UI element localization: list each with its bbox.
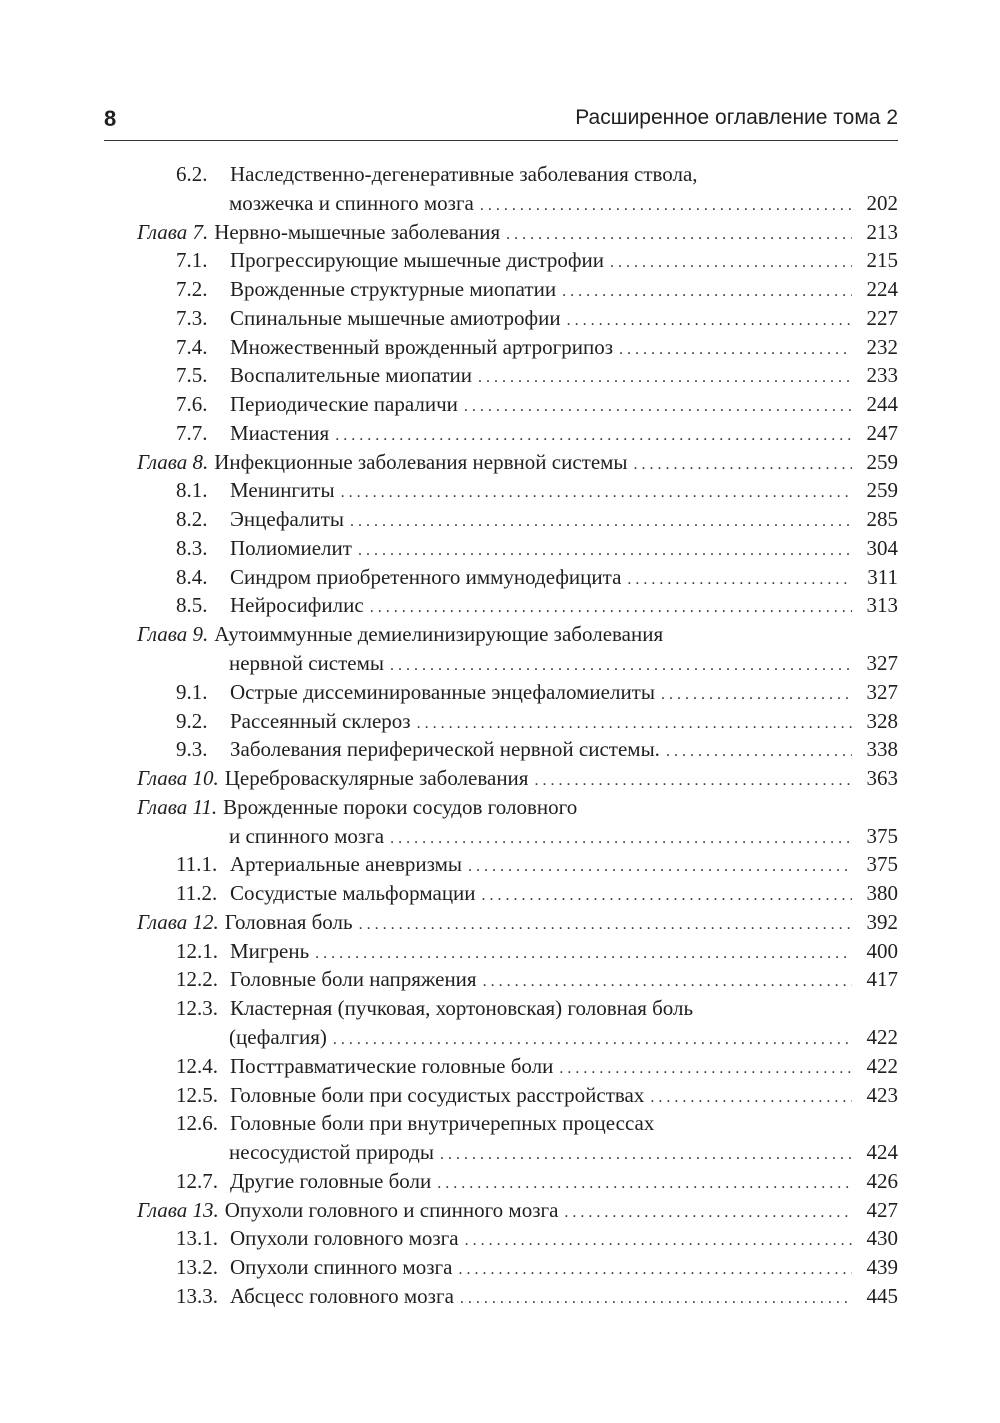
toc-page-number: 422	[866, 1024, 898, 1049]
toc-dot-leader	[341, 479, 852, 508]
toc-entry-label: Головные боли при сосудистых расстройствах	[230, 1082, 645, 1107]
toc-dot-leader	[359, 911, 852, 940]
toc-dot-leader	[564, 1199, 852, 1228]
toc-chapter-prefix: Глава 8.	[137, 449, 209, 474]
toc-dot-leader	[619, 336, 852, 365]
toc-chapter-entry[interactable]	[0, 1196, 1000, 1225]
toc-section-entry[interactable]	[0, 505, 1000, 534]
toc-entry-label: Врожденные структурные миопатии	[230, 277, 557, 302]
toc-section-number: 7.3.	[176, 305, 208, 330]
toc-section-number: 9.2.	[176, 708, 208, 733]
toc-entry-label: Нервно-мышечные заболевания	[214, 219, 501, 244]
toc-entry-label: Головные боли напряжения	[230, 967, 477, 992]
running-title: Расширенное оглавление тома 2	[575, 106, 898, 129]
toc-dot-leader	[333, 1026, 852, 1055]
toc-section-number: 6.2.	[176, 162, 208, 186]
toc-entry-label: Полиомиелит	[230, 535, 352, 560]
toc-page-number: 227	[866, 305, 898, 330]
toc-page-number: 259	[866, 449, 898, 474]
toc-entry-label: мозжечка и спинного мозга	[229, 190, 474, 215]
toc-section-number: 7.5.	[176, 363, 208, 388]
toc-entry-label: Опухоли головного и спинного мозга	[224, 1197, 559, 1222]
toc-section-entry[interactable]	[0, 1167, 1000, 1196]
toc-dot-leader	[666, 738, 852, 767]
toc-section-number: 7.2.	[176, 277, 208, 302]
page-header	[104, 98, 898, 138]
toc-chapter-entry[interactable]	[0, 448, 1000, 477]
toc-section-entry[interactable]	[0, 563, 1000, 592]
toc-page-number: 439	[866, 1255, 898, 1280]
toc-dot-leader	[315, 940, 852, 969]
toc-page-number: 430	[866, 1226, 898, 1251]
toc-page-number: 327	[866, 651, 898, 676]
toc-dot-leader	[350, 508, 852, 537]
toc-entry-label: Миастения	[230, 420, 330, 445]
toc-dot-leader	[390, 652, 852, 681]
toc-dot-leader	[482, 882, 852, 911]
toc-entry-continuation[interactable]	[0, 649, 1000, 678]
toc-entry-label: Множественный врожденный артрогрипоз	[230, 334, 613, 359]
toc-chapter-entry[interactable]	[0, 764, 1000, 793]
toc-page-number: 427	[866, 1197, 898, 1222]
toc-page-number: 400	[866, 938, 898, 963]
toc-page-number: 247	[866, 420, 898, 445]
toc-entry-label: Головная боль	[224, 909, 353, 934]
toc-dot-leader	[480, 192, 852, 221]
toc-entry-label: Прогрессирующие мышечные дистрофии	[230, 248, 605, 273]
toc-section-entry[interactable]	[0, 965, 1000, 994]
toc-page-number: 380	[866, 881, 898, 906]
toc-chapter-entry[interactable]	[0, 620, 1000, 649]
toc-section-entry[interactable]	[0, 1253, 1000, 1282]
toc-dot-leader	[390, 825, 852, 854]
toc-page-number: 422	[866, 1053, 898, 1078]
toc-section-number: 8.3.	[176, 535, 208, 560]
toc-entry-label: Синдром приобретенного иммунодефицита	[230, 564, 622, 589]
toc-section-entry[interactable]	[0, 333, 1000, 362]
toc-chapter-prefix: Глава 11.	[137, 794, 218, 819]
toc-section-number: 12.3.	[176, 996, 218, 1021]
toc-entry-label: Энцефалиты	[230, 507, 345, 532]
toc-dot-leader	[634, 451, 852, 480]
toc-page-number: 259	[866, 478, 898, 503]
toc-dot-leader	[567, 307, 852, 336]
toc-dot-leader	[534, 767, 852, 796]
toc-section-entry[interactable]	[0, 850, 1000, 879]
toc-section-number: 12.4.	[176, 1053, 218, 1078]
toc-section-entry[interactable]	[0, 1052, 1000, 1081]
toc-page-number: 327	[866, 679, 898, 704]
toc-section-entry[interactable]	[0, 390, 1000, 419]
toc-dot-leader	[370, 594, 852, 623]
toc-section-number: 8.5.	[176, 593, 208, 618]
toc-section-entry[interactable]	[0, 879, 1000, 908]
toc-section-entry[interactable]	[0, 994, 1000, 1023]
toc-section-entry[interactable]	[0, 1282, 1000, 1311]
toc-entry-label: Воспалительные миопатии	[230, 363, 472, 388]
toc-section-number: 13.2.	[176, 1255, 218, 1280]
toc-section-number: 9.1.	[176, 679, 208, 704]
toc-page-number: 426	[866, 1168, 898, 1193]
toc-entry-label: Периодические параличи	[230, 392, 458, 417]
toc-page-number: 417	[866, 967, 898, 992]
toc-section-entry[interactable]	[0, 937, 1000, 966]
toc-section-entry[interactable]	[0, 534, 1000, 563]
toc-dot-leader	[468, 853, 852, 882]
toc-entry-label: Цереброваскулярные заболевания	[224, 766, 529, 791]
toc-page-number: 375	[866, 823, 898, 848]
toc-entry-label: нервной системы	[229, 651, 384, 676]
toc-page-number: 213	[866, 219, 898, 244]
toc-page-number: 338	[866, 737, 898, 762]
toc-section-number: 7.4.	[176, 334, 208, 359]
toc-page-number: 202	[866, 190, 898, 215]
toc-section-entry[interactable]	[0, 275, 1000, 304]
toc-section-entry[interactable]	[0, 476, 1000, 505]
toc-chapter-prefix: Глава 7.	[137, 219, 209, 244]
toc-entry-label: Головные боли при внутричерепных процессах	[230, 1111, 655, 1136]
toc-dot-leader	[562, 278, 852, 307]
toc-entry-label: Рассеянный склероз	[230, 708, 411, 733]
toc-section-entry[interactable]	[0, 1224, 1000, 1253]
toc-entry-continuation[interactable]	[0, 1023, 1000, 1052]
toc-entry-label: Спинальные мышечные амиотрофии	[230, 305, 561, 330]
toc-entry-continuation[interactable]	[0, 822, 1000, 851]
toc-section-entry[interactable]	[0, 160, 1000, 189]
toc-entry-label: Нейросифилис	[230, 593, 364, 618]
toc-section-number: 11.2.	[176, 881, 218, 906]
toc-page-number: 215	[866, 248, 898, 273]
toc-section-entry[interactable]	[0, 735, 1000, 764]
toc-entry-label: Заболевания периферической нервной системы.	[230, 737, 660, 762]
toc-section-number: 13.1.	[176, 1226, 218, 1251]
toc-dot-leader	[417, 710, 852, 739]
toc-page-number: 328	[866, 708, 898, 733]
toc-dot-leader	[464, 393, 852, 422]
toc-dot-leader	[358, 537, 852, 566]
toc-entry-label: Посттравматические головные боли	[230, 1053, 554, 1078]
toc-section-entry[interactable]	[0, 246, 1000, 275]
toc-section-number: 12.6.	[176, 1111, 218, 1136]
toc-section-number: 12.5.	[176, 1082, 218, 1107]
toc-dot-leader	[627, 566, 852, 595]
toc-page-number: 304	[866, 535, 898, 560]
toc-page-number: 244	[866, 392, 898, 417]
toc-section-number: 12.1.	[176, 938, 218, 963]
toc-page-number: 423	[866, 1082, 898, 1107]
toc-dot-leader	[440, 1141, 852, 1170]
toc-page-number: 392	[866, 909, 898, 934]
toc-dot-leader	[465, 1227, 852, 1256]
page-number: 8	[104, 106, 117, 131]
toc-dot-leader	[437, 1170, 852, 1199]
toc-section-number: 8.4.	[176, 564, 208, 589]
table-of-contents	[0, 160, 1000, 1311]
header-divider	[104, 140, 898, 141]
toc-entry-label: Опухоли спинного мозга	[230, 1255, 453, 1280]
toc-entry-label: Менингиты	[230, 478, 335, 503]
toc-section-number: 7.7.	[176, 420, 208, 445]
toc-section-number: 12.2.	[176, 967, 218, 992]
toc-dot-leader	[559, 1055, 852, 1084]
toc-page-number: 233	[866, 363, 898, 388]
toc-section-entry[interactable]	[0, 1109, 1000, 1138]
toc-chapter-entry[interactable]	[0, 908, 1000, 937]
toc-section-number: 13.3.	[176, 1283, 218, 1308]
toc-chapter-prefix: Глава 12.	[137, 909, 219, 934]
toc-page-number: 224	[866, 277, 898, 302]
toc-dot-leader	[506, 221, 852, 250]
toc-chapter-prefix: Глава 10.	[137, 766, 219, 791]
toc-dot-leader	[460, 1285, 852, 1314]
toc-dot-leader	[335, 422, 852, 451]
toc-section-number: 7.6.	[176, 392, 208, 417]
toc-section-entry[interactable]	[0, 678, 1000, 707]
toc-section-number: 7.1.	[176, 248, 208, 273]
toc-entry-continuation[interactable]	[0, 189, 1000, 218]
toc-section-number: 12.7.	[176, 1168, 218, 1193]
toc-chapter-prefix: Глава 13.	[137, 1197, 219, 1222]
toc-dot-leader	[483, 968, 852, 997]
toc-page-number: 285	[866, 507, 898, 532]
toc-page-number: 424	[866, 1140, 898, 1165]
toc-page-number: 313	[866, 593, 898, 618]
toc-page-number: 375	[866, 852, 898, 877]
toc-entry-label: Кластерная (пучковая, хортоновская) головная боль	[230, 996, 694, 1021]
toc-entry-label: Врожденные пороки сосудов головного	[223, 794, 578, 819]
toc-dot-leader	[650, 1084, 852, 1113]
toc-dot-leader	[478, 364, 852, 393]
toc-entry-label: Другие головные боли	[230, 1168, 432, 1193]
toc-section-number: 11.1.	[176, 852, 218, 877]
toc-page-number: 232	[866, 334, 898, 359]
toc-page-number: 363	[866, 766, 898, 791]
toc-chapter-entry[interactable]	[0, 218, 1000, 247]
toc-section-entry[interactable]	[0, 361, 1000, 390]
toc-section-entry[interactable]	[0, 591, 1000, 620]
toc-chapter-prefix: Глава 9.	[137, 622, 209, 647]
toc-entry-label: (цефалгия)	[229, 1024, 327, 1049]
toc-page-number: 445	[866, 1283, 898, 1308]
toc-section-number: 9.3.	[176, 737, 208, 762]
toc-entry-label: Артериальные аневризмы	[230, 852, 463, 877]
toc-section-entry[interactable]	[0, 1081, 1000, 1110]
toc-dot-leader	[661, 681, 852, 710]
toc-section-entry[interactable]	[0, 707, 1000, 736]
toc-section-number: 8.1.	[176, 478, 208, 503]
toc-entry-label: Сосудистые мальформации	[230, 881, 476, 906]
toc-entry-label: Опухоли головного мозга	[230, 1226, 459, 1251]
toc-entry-label: Аутоиммунные демиелинизирующие заболевания	[214, 622, 664, 647]
toc-entry-label: Наследственно-дегенеративные заболевания ствола,	[230, 162, 698, 186]
toc-section-entry[interactable]	[0, 304, 1000, 333]
toc-entry-label: Острые диссеминированные энцефаломиелиты	[230, 679, 655, 704]
toc-entry-label: Мигрень	[230, 938, 310, 963]
toc-entry-continuation[interactable]	[0, 1138, 1000, 1167]
toc-page-number: 311	[867, 564, 898, 589]
toc-dot-leader	[610, 249, 852, 278]
toc-entry-label: Инфекционные заболевания нервной системы	[214, 449, 628, 474]
toc-section-number: 8.2.	[176, 507, 208, 532]
toc-dot-leader	[458, 1256, 852, 1285]
toc-entry-label: несосудистой природы	[229, 1140, 434, 1165]
toc-entry-label: и спинного мозга	[229, 823, 385, 848]
toc-entry-label: Абсцесс головного мозга	[230, 1283, 454, 1308]
toc-section-entry[interactable]	[0, 419, 1000, 448]
toc-chapter-entry[interactable]	[0, 793, 1000, 822]
